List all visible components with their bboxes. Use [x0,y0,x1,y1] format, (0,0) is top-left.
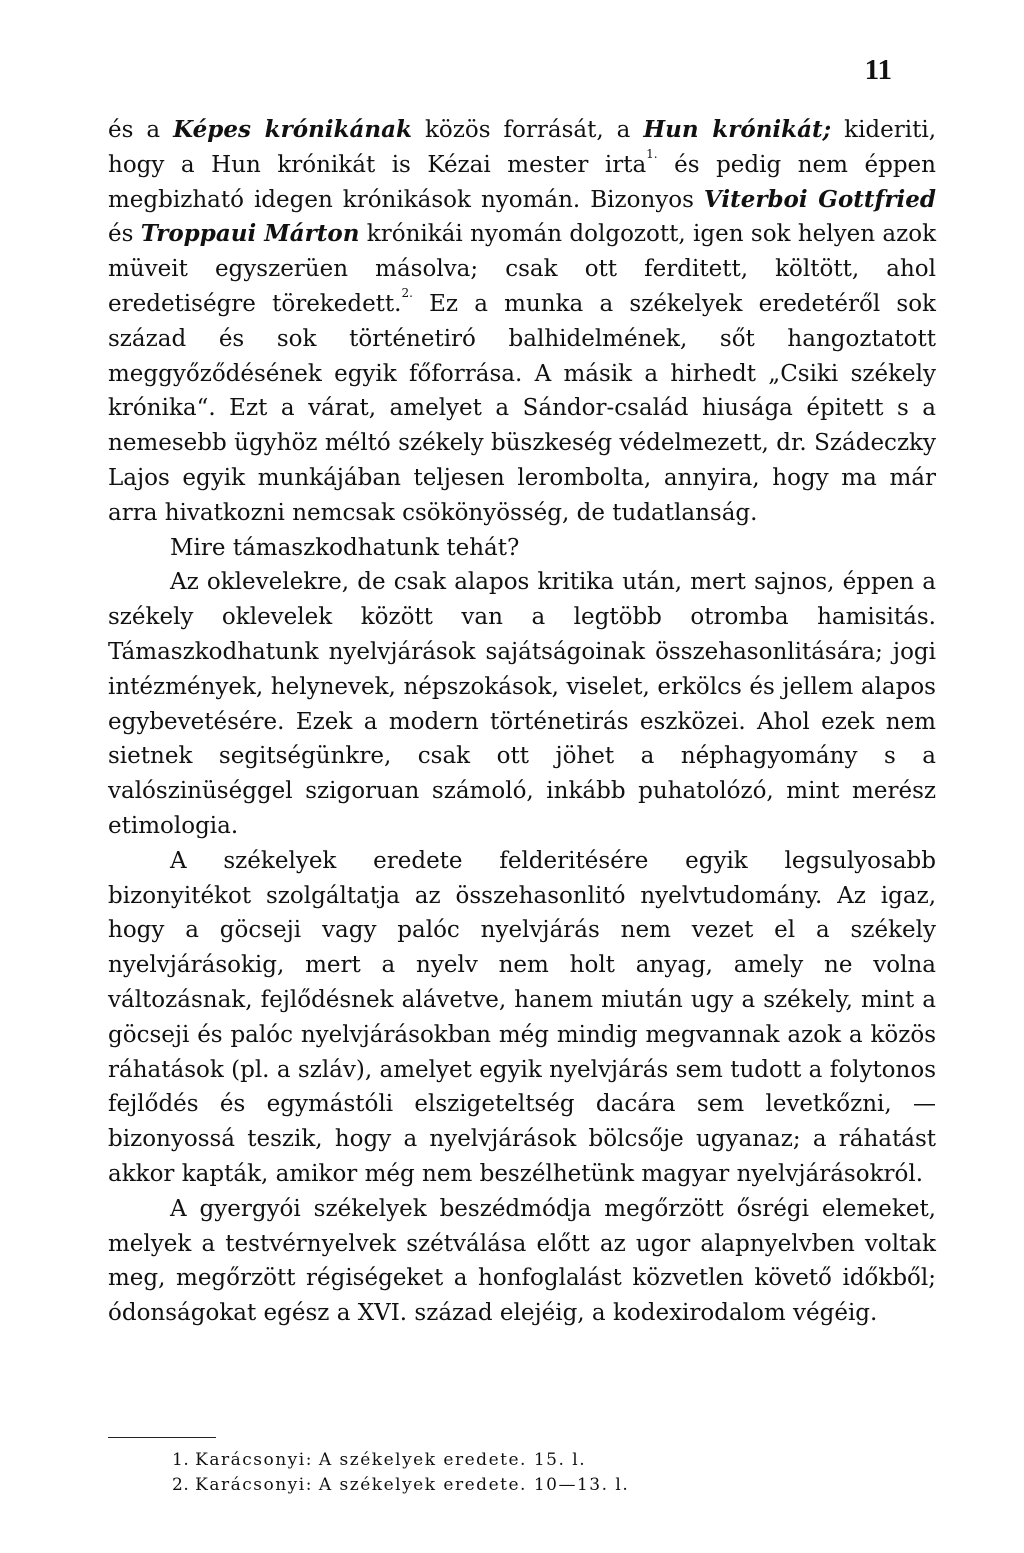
footnote-ref: 2. [401,285,413,300]
text-run: és a [108,117,174,143]
paragraph-1 [108,113,936,531]
italic-title: Hun krónikát; [643,116,832,143]
footnote-divider [108,1437,216,1438]
footnote-number: 2. [172,1475,190,1495]
text-run: és pedig nem éppen megbizható idegen krónikások nyomán. Bizonyos [108,151,936,213]
footnote-author: Karácsonyi: [195,1475,313,1495]
text-run: közös forrását, a [411,117,644,143]
text-run: Ez a munka a székelyek eredetéről sok század és sok történetiró balhidelmének, sőt hangoztatott meggyőződésének egyik főforrása. A másik a hirhedt „Csiki székely krónika“. Ezt a várat, amelyet a Sándor-család hiusága épitett s a nemesebb ügyhöz méltó székely büszkeség védelmezett, dr. Szádeczky Lajos egyik munkájában teljesen lerombolta, annyira, hogy ma már arra hivatkozni nemcsak csökönyösség, de tudatlanság. [108,290,936,526]
footnote-1 [172,1448,629,1473]
text-run: kideriti, hogy a Hun krónikát is Kézai mester irta [108,117,937,178]
italic-title: Troppaui Márton [140,220,360,248]
italic-title: Viterboi Gottfried [703,185,936,213]
footnote-ref: 1. [646,146,658,161]
footnotes [172,1448,629,1498]
text-run: Mire támaszkodhatunk tehát? [170,534,520,561]
body-text [108,113,936,1331]
paragraph-3 [108,565,936,843]
footnote-2 [172,1473,629,1498]
paragraph-2 [108,531,936,566]
text-run: A székelyek eredete felderitésére egyik legsulyosabb bizonyitékot szolgáltatja az összehasonlitó nyelvtudomány. Az igaz, hogy a göcseji vagy palóc nyelvjárás nem vezet el a székely nyelvjárásokig, mert a nyelv nem holt anyag, amely ne volna változásnak, fejlődésnek alávetve, hanem miután ugy a székely, mint a göcseji és palóc nyelvjárásokban még mindig megvannak azok a közös ráhatások (pl. a szláv), amelyet egyik nyelvjárás sem tudott a folytonos fejlődés és egymástóli elszigeteltség dacára sem levetkőzni, — bizonyossá teszik, hogy a nyelvjárások bölcsője ugyanaz; a ráhatást akkor kapták, amikor még nem beszélhetünk magyar nyelvjárásokról. [108,847,936,1187]
footnote-number: 1. [172,1450,190,1470]
footnote-text: A székelyek eredete. 10—13. l. [318,1475,630,1495]
text-run: A gyergyói székelyek beszédmódja megőrzött ősrégi elemeket, melyek a testvérnyelvek szétválása előtt az ugor alapnyelvben voltak meg, megőrzött régiségeket a honfoglalást közvetlen követő időkből; ódonságokat egész a XVI. század elejéig, a kodexirodalom végéig. [108,1195,936,1327]
footnote-author: Karácsonyi: [195,1450,313,1470]
text-run: és [108,221,141,248]
text-run: Az oklevelekre, de csak alapos kritika után, mert sajnos, éppen a székely oklevelek között van a legtöbb otromba hamisitás. Támaszkodhatunk nyelvjárások sajátságoinak összehasonlitására; jogi intézmények, helynevek, népszokások, viselet, erkölcs és jellem alapos egybevetésére. Ezek a modern történetirás eszközei. Ahol ezek nem sietnek segitségünkre, csak ott jöhet a néphagyomány s a valószinüséggel szigoruan számoló, inkább puhatolózó, mint merész etimologia. [108,569,936,839]
paragraph-5 [108,1192,936,1331]
footnote-text: A székelyek eredete. 15. l. [318,1450,587,1470]
page-number: 11 [864,54,892,86]
text-run: krónikái nyomán dolgozott, igen sok helyen azok müveit egyszerüen másolva; csak ott ferditett, költött, ahol eredetiségre törekedett. [108,221,937,317]
italic-title: Képes krónikának [173,116,412,143]
paragraph-4 [108,844,936,1192]
